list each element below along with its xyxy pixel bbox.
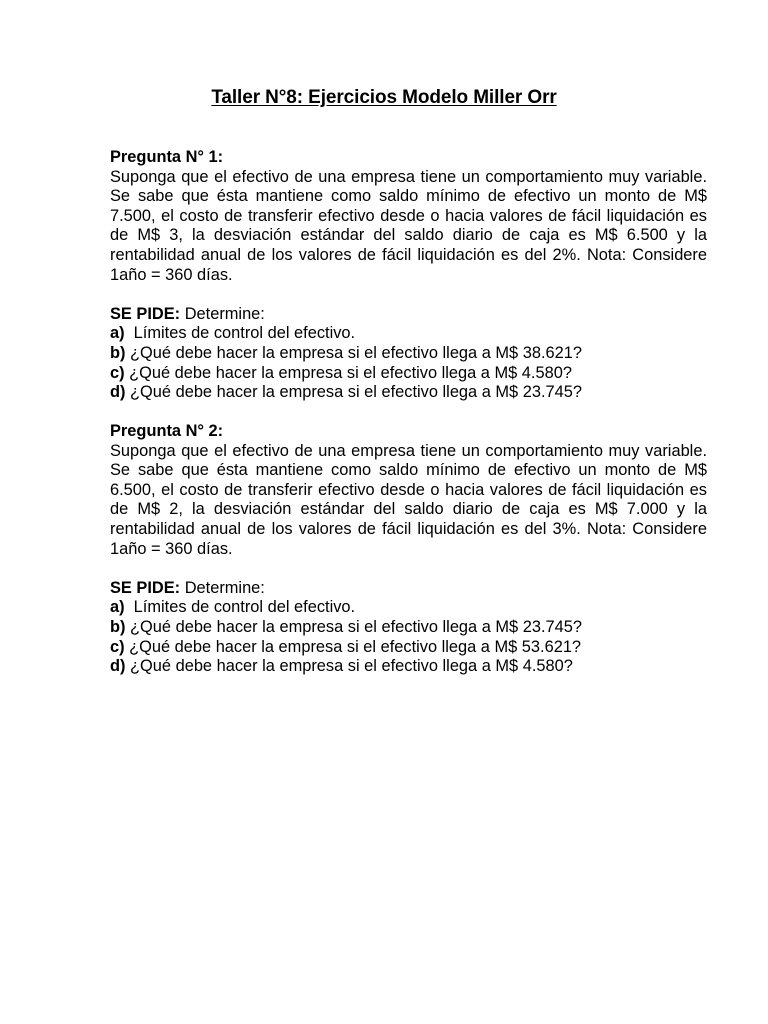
item-letter: d) [110, 657, 126, 676]
item-letter: c) [110, 363, 125, 382]
question-2 [110, 422, 707, 677]
item-text: ¿Qué debe hacer la empresa si el efectivo llega a M$ 4.580? [125, 657, 573, 676]
question-1-item-d [110, 383, 707, 403]
page-title: Taller N°8: Ejercicios Modelo Miller Orr [211, 87, 557, 108]
se-pide-text: Determine: [180, 304, 265, 323]
item-letter: a) [110, 324, 125, 343]
question-1-item-b [110, 344, 707, 364]
item-letter: a) [110, 598, 125, 617]
se-pide-text: Determine: [180, 578, 265, 597]
item-text: ¿Qué debe hacer la empresa si el efectivo llega a M$ 53.621? [124, 637, 582, 656]
question-2-item-b [110, 618, 707, 638]
item-text: ¿Qué debe hacer la empresa si el efectivo llega a M$ 23.745? [125, 383, 582, 402]
question-2-se-pide [110, 579, 707, 599]
item-letter: b) [110, 617, 126, 636]
question-2-item-a [110, 598, 707, 618]
item-text: Límites de control del efectivo. [124, 598, 356, 617]
spacer [110, 285, 707, 305]
question-2-body: Suponga que el efectivo de una empresa tiene un comportamiento muy variable. Se sabe que ésta mantiene como saldo mínimo de efectivo un monto de M$ 6.500, el costo de transferir efectivo desde o hacia valores de fácil liquidación es de M$ 2, la desviación estándar del saldo diario de caja es M$ 7.000 y la rentabilidad anual de los valores de fácil liquidación es del 3%. Nota: Considere 1año = 360 días. [110, 441, 707, 558]
question-2-heading: Pregunta N° 2: [110, 422, 224, 440]
item-text: ¿Qué debe hacer la empresa si el efectivo llega a M$ 38.621? [125, 343, 582, 362]
se-pide-label: SE PIDE: [110, 304, 181, 323]
item-text: ¿Qué debe hacer la empresa si el efectivo llega a M$ 23.745? [125, 617, 582, 636]
question-2-item-d [110, 657, 707, 677]
item-letter: b) [110, 343, 126, 362]
question-1-se-pide [110, 305, 707, 325]
question-1-item-a [110, 324, 707, 344]
item-text: ¿Qué debe hacer la empresa si el efectivo llega a M$ 4.580? [124, 363, 572, 382]
spacer [110, 559, 707, 579]
question-1 [110, 148, 707, 403]
question-1-item-c [110, 364, 707, 384]
se-pide-label: SE PIDE: [110, 578, 181, 597]
item-text: Límites de control del efectivo. [124, 324, 356, 343]
item-letter: d) [110, 383, 126, 402]
item-letter: c) [110, 637, 125, 656]
question-1-body: Suponga que el efectivo de una empresa tiene un comportamiento muy variable. Se sabe que ésta mantiene como saldo mínimo de efectivo un monto de M$ 7.500, el costo de transferir efectivo desde o hacia valores de fácil liquidación es de M$ 3, la desviación estándar del saldo diario de caja es M$ 6.500 y la rentabilidad anual de los valores de fácil liquidación es del 2%. Nota: Considere 1año = 360 días. [110, 167, 707, 284]
question-2-item-c [110, 638, 707, 658]
question-1-heading: Pregunta N° 1: [110, 148, 224, 166]
